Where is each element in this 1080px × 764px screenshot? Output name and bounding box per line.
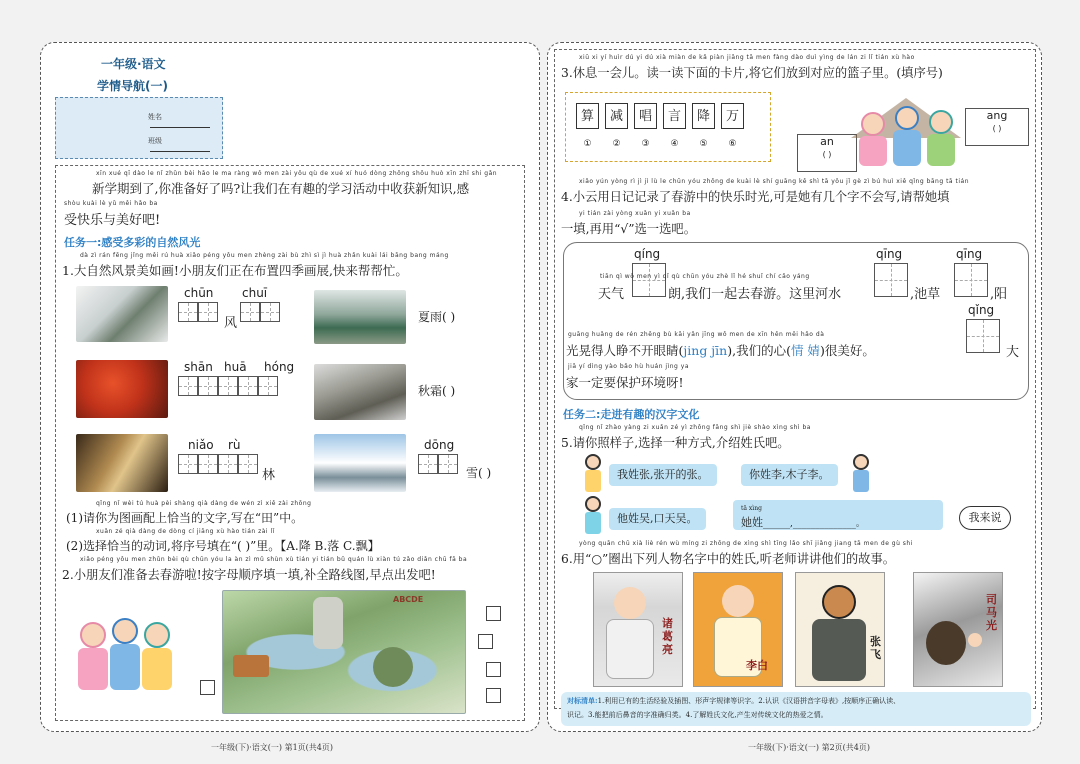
r1-grid-1[interactable] — [178, 302, 218, 326]
r2-pinyin-3: hóng — [264, 360, 295, 374]
sub1-pinyin: qǐng nǐ wèi tú huà pèi shàng qià dàng de wén zì xiě zài zhōng — [96, 500, 312, 507]
q4-pinyin-2: yi tián zài yòng xuǎn yi xuǎn ba — [579, 210, 691, 217]
diary-blank-pinyin-1: qíng — [634, 247, 661, 261]
grade-subject: 一年级·语文 — [101, 57, 166, 71]
question-5: 5.请你照样子,选择一种方式,介绍姓氏吧。 — [561, 436, 790, 450]
q4-pinyin-1: xiǎo yún yòng rì jì jì lù le chūn yóu zhōng de kuài lè shí guāng kě shì tā yǒu jǐ gè zì bú huì xiě qǐng bāng tā tián — [579, 178, 970, 185]
figure-name-1: 诸葛亮 — [662, 617, 673, 656]
checklist-line-2: 识记。3.能把前后鼻音的字准确归类。4.了解姓氏文化,产生对传统文化的热爱之情。 — [567, 711, 828, 719]
worksheet-page-1 — [40, 42, 540, 752]
card-6[interactable]: 万 — [721, 103, 744, 129]
winter-snow-image — [314, 434, 406, 492]
figure-li-bai[interactable] — [693, 572, 783, 687]
diary-line1-b: 朗,我们一起去春游。这里河水 — [668, 287, 842, 302]
example-bubble-3: 他姓吴,口天吴。 — [609, 508, 706, 530]
diary-line3-pinyin: jiā yí dìng yào bǎo hù huán jìng ya — [568, 363, 689, 370]
diary-box — [563, 242, 1029, 400]
figure-name-4: 司马光 — [986, 593, 997, 632]
autumn-leaves-image — [76, 360, 168, 418]
girl-icon — [583, 454, 603, 494]
diary-line1-d: ,阳 — [990, 287, 1008, 302]
basket-ang[interactable]: ang ( ) — [965, 108, 1029, 146]
sub-question-2: (2)选择恰当的动词,将序号填在“( )”里。【A.降 B.落 C.飘】 — [66, 539, 380, 553]
q2-pinyin: xiǎo péng yǒu men zhǔn bèi qù chūn yóu la àn zì mǔ shùn xù tián yi tián bǔ quán lù xiàn tú zǎo diǎn chū fā ba — [80, 556, 468, 563]
name-field[interactable]: 姓名 — [148, 112, 222, 130]
route-map-image — [222, 590, 466, 714]
r3-pinyin-1: niǎo — [188, 438, 214, 452]
basket-an[interactable]: an ( ) — [797, 134, 857, 172]
intro-line-2: 受快乐与美好吧! — [64, 213, 161, 228]
figure-sima-guang[interactable] — [913, 572, 1003, 687]
diary-option-1[interactable]: jing jīn — [683, 343, 728, 358]
q5-pinyin: qǐng nǐ zhào yàng zi xuǎn zé yì zhǒng fāng shì jiè shào xìng shì ba — [579, 424, 811, 431]
diary-line2-d: 大 — [1006, 345, 1020, 360]
card-4[interactable]: 言 — [663, 103, 686, 129]
character-cards — [565, 92, 771, 162]
figure-zhuge-liang[interactable] — [593, 572, 683, 687]
children-picnic-illustration — [851, 90, 971, 170]
intro-line-1: 新学期到了,你准备好了吗?让我们在有趣的学习活动中收获新知识,感 — [92, 181, 470, 196]
diary-grid-3[interactable] — [954, 263, 988, 301]
intro-pinyin-2: shòu kuài lè yǔ měi hǎo ba — [64, 200, 158, 207]
question-2: 2.小朋友们准备去春游啦!按字母顺序填一填,补全路线图,早点出发吧! — [62, 568, 436, 582]
fill-bubble[interactable]: tā xìng 她姓______,______________。 — [733, 500, 943, 530]
q1-pinyin: dà zì rán fēng jǐng měi rú huà xiǎo péng yǒu men zhèng zài bù zhì sì jì huà zhǎn kuài lái bāng bang máng — [80, 252, 449, 259]
diary-grid-4[interactable] — [966, 319, 1000, 357]
r2-grid[interactable] — [178, 376, 278, 400]
r2-pinyin-2: huā — [224, 360, 247, 374]
card-num-5: ⑤ — [699, 139, 708, 149]
r1-char: 风 — [224, 316, 238, 331]
question-6: 6.用“○”圈出下列人物名字中的姓氏,听老师讲讲他们的故事。 — [561, 552, 896, 566]
r1-pinyin-1: chūn — [184, 286, 214, 300]
children-illustration — [74, 614, 174, 702]
page2-footer: 一年级(下)·语文(一) 第2页(共4页) — [748, 743, 870, 752]
class-field[interactable]: 班级 — [148, 136, 222, 154]
r1-grid-2[interactable] — [240, 302, 280, 326]
checklist-title: 对标清单: — [567, 696, 598, 705]
spring-willow-image — [76, 286, 168, 342]
figure-name-2: 李白 — [746, 659, 768, 672]
autumn-frost-image — [314, 364, 406, 420]
r1-pinyin-2: chuī — [242, 286, 268, 300]
route-map-label: ABCDE — [393, 595, 424, 604]
diary-line2: 光晃得人睁不开眼睛(jing jīn),我们的心(情 婧)很美好。 — [566, 343, 875, 358]
diary-line1-a: 天气 — [598, 287, 625, 302]
diary-line1-pinyin: tiān qì wǒ men yì qǐ qù chūn yóu zhè lǐ hé shuǐ chí cǎo yáng — [600, 273, 810, 280]
card-num-4: ④ — [670, 139, 679, 149]
diary-option-2[interactable]: 情 婧 — [790, 343, 820, 358]
figure-name-3: 张飞 — [870, 635, 881, 661]
checklist-box — [561, 692, 1031, 726]
card-num-2: ② — [612, 139, 621, 149]
page2-content — [554, 49, 1036, 719]
card-2[interactable]: 减 — [605, 103, 628, 129]
card-num-6: ⑥ — [728, 139, 737, 149]
worksheet-page-2 — [547, 42, 1042, 752]
card-3[interactable]: 唱 — [634, 103, 657, 129]
route-box-2[interactable] — [486, 606, 501, 621]
card-1[interactable]: 算 — [576, 103, 599, 129]
intro-pinyin-1: xīn xué qī dào le nǐ zhǔn bèi hǎo le ma ràng wǒ men zài yǒu qù de xué xí huó dòng zhōng shōu huò xīn zhī shi gǎn — [96, 170, 498, 177]
page1-footer: 一年级(下)·语文(一) 第1页(共4页) — [211, 743, 333, 752]
question-3: 3.休息一会儿。读一读下面的卡片,将它们放到对应的篮子里。(填序号) — [561, 66, 943, 80]
task-two-heading: 任务二:走进有趣的汉字文化 — [563, 408, 700, 421]
q6-pinyin: yòng quān chū xià liè rén wù míng zi zhōng de xìng shì tīng lǎo shī jiǎng jiang tā men de gù shi — [579, 540, 913, 547]
page-title: 学情导航(一) — [97, 79, 168, 93]
diary-blank-pinyin-2: qīng — [876, 247, 903, 261]
r2-right-blank[interactable]: 秋霜( ) — [418, 384, 456, 398]
route-box-1[interactable] — [200, 680, 215, 695]
diary-line2-pinyin: guāng huǎng de rén zhēng bù kāi yǎn jīng wǒ men de xīn hěn měi hǎo dà — [568, 331, 825, 338]
diary-line1-c: ,池草 — [910, 287, 941, 302]
name-class-box — [55, 97, 223, 159]
r3-right-pinyin: dōng — [424, 438, 455, 452]
q3-pinyin: xiū xi yí huìr dú yi dú xià miàn de kǎ piàn jiāng tā men fàng dào duì yìng de lán zi lǐ tián xù hào — [579, 54, 915, 61]
diary-grid-2[interactable] — [874, 263, 908, 301]
card-num-1: ① — [583, 139, 592, 149]
task-one-heading: 任务一:感受多彩的自然风光 — [64, 236, 201, 249]
example-bubble-2: 你姓李,木子李。 — [741, 464, 838, 486]
summer-rain-image — [314, 290, 406, 344]
r3-char: 林 — [262, 468, 276, 483]
card-num-3: ③ — [641, 139, 650, 149]
page1-content — [55, 165, 525, 721]
r1-right-blank[interactable]: 夏雨( ) — [418, 310, 456, 324]
card-5[interactable]: 降 — [692, 103, 715, 129]
r3-right-grid[interactable] — [418, 454, 458, 478]
route-box-4[interactable] — [486, 662, 501, 677]
r3-right-blank[interactable]: 雪( ) — [466, 466, 492, 480]
q4-line-2: 一填,再用“√”选一选吧。 — [561, 222, 696, 236]
figure-zhang-fei[interactable] — [795, 572, 885, 687]
bird-forest-image — [76, 434, 168, 492]
route-box-5[interactable] — [486, 688, 501, 703]
question-1: 1.大自然风景美如画!小朋友们正在布置四季画展,快来帮帮忙。 — [62, 263, 408, 278]
diary-blank-pinyin-4: qǐng — [968, 303, 995, 317]
diary-line3: 家一定要保护环境呀! — [566, 375, 684, 390]
checklist-line-1: 1.利用已有的生活经验及插图、形声字规律等识字。2.认识《汉语拼音字母表》,按顺序正确认读、 — [597, 697, 901, 705]
example-bubble-1: 我姓张,张开的张。 — [609, 464, 717, 486]
sub2-pinyin: xuǎn zé qià dàng de dòng cí jiāng xù hào tián zài lǐ — [96, 528, 275, 535]
r3-pinyin-2: rù — [228, 438, 241, 452]
route-box-3[interactable] — [478, 634, 493, 649]
my-turn-badge[interactable]: 我来说 — [959, 506, 1011, 530]
boy-icon — [851, 454, 871, 494]
r3-grid[interactable] — [178, 454, 258, 478]
q4-line-1: 4.小云用日记记录了春游中的快乐时光,可是她有几个字不会写,请帮她填 — [561, 190, 950, 204]
sub-question-1: (1)请你为图画配上恰当的文字,写在“田”中。 — [66, 511, 304, 525]
girl-icon-2 — [583, 496, 603, 536]
diary-blank-pinyin-3: qīng — [956, 247, 983, 261]
diary-grid-1[interactable] — [632, 263, 666, 301]
r2-pinyin-1: shān — [184, 360, 213, 374]
